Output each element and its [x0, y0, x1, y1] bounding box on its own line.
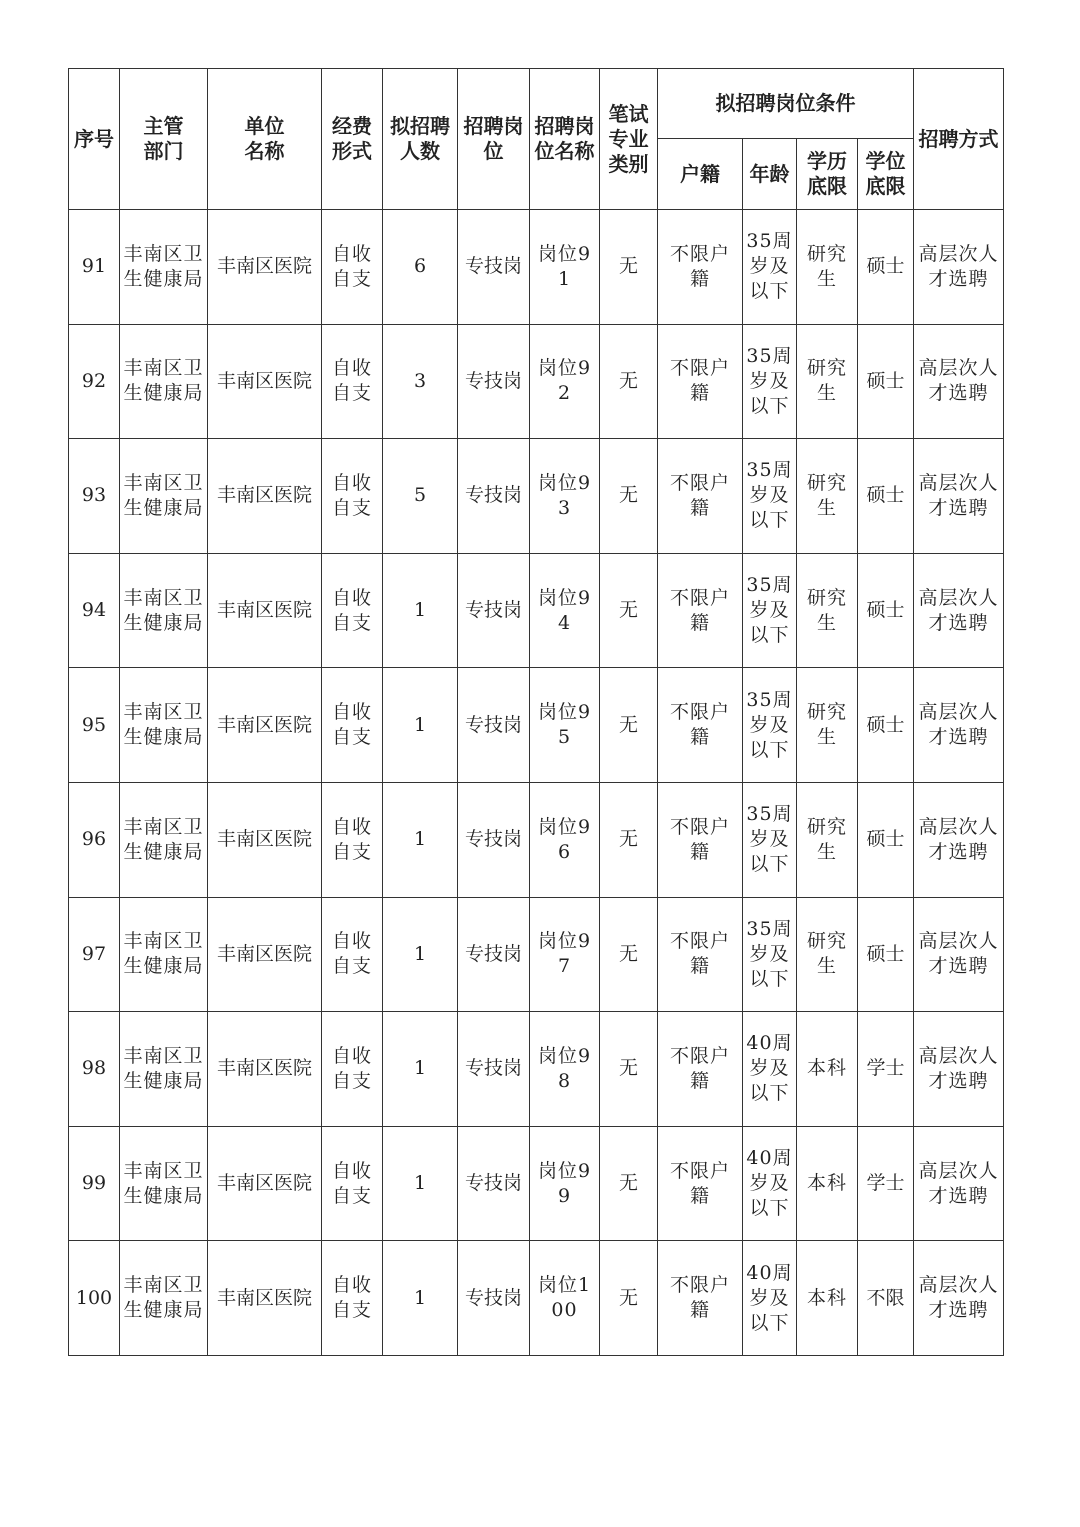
- header-exam: 笔试 专业 类别: [600, 69, 658, 210]
- cell-count: 1: [383, 1012, 458, 1127]
- cell-hukou: 不限户籍: [658, 1241, 743, 1356]
- cell-seq: 94: [69, 553, 120, 668]
- cell-count: 1: [383, 897, 458, 1012]
- cell-age: 35周岁及以下: [743, 897, 797, 1012]
- cell-method: 高层次人才选聘: [914, 439, 1004, 554]
- cell-post: 专技岗: [458, 439, 530, 554]
- cell-dept: 丰南区卫生健康局: [120, 553, 208, 668]
- cell-method: 高层次人才选聘: [914, 1012, 1004, 1127]
- cell-funding: 自收自支: [322, 439, 383, 554]
- cell-unit: 丰南区医院: [208, 439, 322, 554]
- cell-age: 35周岁及以下: [743, 553, 797, 668]
- header-row: [69, 69, 1004, 139]
- cell-post: 专技岗: [458, 1241, 530, 1356]
- cell-hukou: 不限户籍: [658, 782, 743, 897]
- cell-seq: 99: [69, 1126, 120, 1241]
- cell-method: 高层次人才选聘: [914, 668, 1004, 783]
- cell-method: 高层次人才选聘: [914, 210, 1004, 325]
- cell-hukou: 不限户籍: [658, 324, 743, 439]
- cell-degree: 硕士: [858, 439, 914, 554]
- cell-method: 高层次人才选聘: [914, 1126, 1004, 1241]
- cell-dept: 丰南区卫生健康局: [120, 1241, 208, 1356]
- cell-exam: 无: [600, 324, 658, 439]
- cell-degree: 不限: [858, 1241, 914, 1356]
- cell-dept: 丰南区卫生健康局: [120, 1012, 208, 1127]
- cell-funding: 自收自支: [322, 1241, 383, 1356]
- cell-edu: 研究生: [797, 782, 858, 897]
- cell-unit: 丰南区医院: [208, 782, 322, 897]
- cell-exam: 无: [600, 553, 658, 668]
- header-count: 拟招聘 人数: [383, 69, 458, 210]
- cell-seq: 97: [69, 897, 120, 1012]
- cell-post-name: 岗位93: [530, 439, 600, 554]
- cell-exam: 无: [600, 439, 658, 554]
- recruitment-table: [68, 68, 1004, 1356]
- cell-dept: 丰南区卫生健康局: [120, 1126, 208, 1241]
- cell-post: 专技岗: [458, 897, 530, 1012]
- cell-count: 1: [383, 668, 458, 783]
- cell-dept: 丰南区卫生健康局: [120, 439, 208, 554]
- cell-unit: 丰南区医院: [208, 1241, 322, 1356]
- cell-funding: 自收自支: [322, 668, 383, 783]
- cell-seq: 96: [69, 782, 120, 897]
- cell-post-name: 岗位92: [530, 324, 600, 439]
- cell-post-name: 岗位95: [530, 668, 600, 783]
- table-row: [69, 897, 1004, 1012]
- header-seq: 序号: [69, 69, 120, 210]
- cell-dept: 丰南区卫生健康局: [120, 210, 208, 325]
- table-row: [69, 439, 1004, 554]
- cell-edu: 研究生: [797, 324, 858, 439]
- cell-hukou: 不限户籍: [658, 553, 743, 668]
- table-row: [69, 1126, 1004, 1241]
- cell-seq: 92: [69, 324, 120, 439]
- cell-post-name: 岗位98: [530, 1012, 600, 1127]
- cell-age: 35周岁及以下: [743, 324, 797, 439]
- cell-degree: 学士: [858, 1126, 914, 1241]
- cell-funding: 自收自支: [322, 897, 383, 1012]
- cell-count: 1: [383, 553, 458, 668]
- cell-hukou: 不限户籍: [658, 897, 743, 1012]
- cell-post-name: 岗位94: [530, 553, 600, 668]
- cell-method: 高层次人才选聘: [914, 324, 1004, 439]
- table-row: [69, 1012, 1004, 1127]
- cell-edu: 研究生: [797, 439, 858, 554]
- cell-age: 35周岁及以下: [743, 210, 797, 325]
- header-edu: 学历 底限: [797, 139, 858, 210]
- cell-post: 专技岗: [458, 782, 530, 897]
- cell-exam: 无: [600, 1241, 658, 1356]
- cell-age: 35周岁及以下: [743, 782, 797, 897]
- cell-age: 35周岁及以下: [743, 439, 797, 554]
- cell-count: 1: [383, 1126, 458, 1241]
- cell-age: 40周岁及以下: [743, 1126, 797, 1241]
- header-hukou: 户籍: [658, 139, 743, 210]
- cell-count: 3: [383, 324, 458, 439]
- cell-post: 专技岗: [458, 553, 530, 668]
- cell-dept: 丰南区卫生健康局: [120, 324, 208, 439]
- cell-hukou: 不限户籍: [658, 439, 743, 554]
- cell-edu: 研究生: [797, 668, 858, 783]
- cell-exam: 无: [600, 1126, 658, 1241]
- cell-hukou: 不限户籍: [658, 210, 743, 325]
- cell-post: 专技岗: [458, 324, 530, 439]
- header-dept: 主管 部门: [120, 69, 208, 210]
- cell-exam: 无: [600, 668, 658, 783]
- cell-edu: 本科: [797, 1241, 858, 1356]
- cell-funding: 自收自支: [322, 324, 383, 439]
- cell-post-name: 岗位100: [530, 1241, 600, 1356]
- cell-seq: 91: [69, 210, 120, 325]
- header-degree: 学位 底限: [858, 139, 914, 210]
- cell-dept: 丰南区卫生健康局: [120, 782, 208, 897]
- header-age: 年龄: [743, 139, 797, 210]
- cell-method: 高层次人才选聘: [914, 897, 1004, 1012]
- cell-degree: 硕士: [858, 668, 914, 783]
- cell-method: 高层次人才选聘: [914, 1241, 1004, 1356]
- cell-dept: 丰南区卫生健康局: [120, 668, 208, 783]
- table-row: [69, 782, 1004, 897]
- cell-count: 1: [383, 782, 458, 897]
- cell-unit: 丰南区医院: [208, 210, 322, 325]
- cell-unit: 丰南区医院: [208, 324, 322, 439]
- cell-seq: 98: [69, 1012, 120, 1127]
- table-row: [69, 668, 1004, 783]
- cell-edu: 本科: [797, 1012, 858, 1127]
- cell-funding: 自收自支: [322, 553, 383, 668]
- cell-unit: 丰南区医院: [208, 553, 322, 668]
- cell-post-name: 岗位96: [530, 782, 600, 897]
- cell-count: 6: [383, 210, 458, 325]
- cell-exam: 无: [600, 782, 658, 897]
- cell-age: 40周岁及以下: [743, 1012, 797, 1127]
- table-row: [69, 324, 1004, 439]
- cell-post-name: 岗位99: [530, 1126, 600, 1241]
- cell-edu: 研究生: [797, 553, 858, 668]
- cell-edu: 研究生: [797, 897, 858, 1012]
- cell-funding: 自收自支: [322, 1012, 383, 1127]
- cell-post: 专技岗: [458, 1126, 530, 1241]
- cell-funding: 自收自支: [322, 1126, 383, 1241]
- cell-exam: 无: [600, 210, 658, 325]
- cell-post-name: 岗位91: [530, 210, 600, 325]
- cell-unit: 丰南区医院: [208, 668, 322, 783]
- cell-method: 高层次人才选聘: [914, 553, 1004, 668]
- cell-hukou: 不限户籍: [658, 1012, 743, 1127]
- cell-post: 专技岗: [458, 668, 530, 783]
- table-row: [69, 210, 1004, 325]
- header-unit: 单位 名称: [208, 69, 322, 210]
- cell-funding: 自收自支: [322, 210, 383, 325]
- cell-degree: 学士: [858, 1012, 914, 1127]
- table-body: [69, 210, 1004, 1356]
- cell-seq: 93: [69, 439, 120, 554]
- cell-seq: 100: [69, 1241, 120, 1356]
- cell-unit: 丰南区医院: [208, 1012, 322, 1127]
- cell-edu: 本科: [797, 1126, 858, 1241]
- cell-hukou: 不限户籍: [658, 1126, 743, 1241]
- cell-degree: 硕士: [858, 782, 914, 897]
- cell-degree: 硕士: [858, 324, 914, 439]
- cell-funding: 自收自支: [322, 782, 383, 897]
- cell-degree: 硕士: [858, 210, 914, 325]
- cell-post-name: 岗位97: [530, 897, 600, 1012]
- header-method: 招聘方式: [914, 69, 1004, 210]
- table-row: [69, 553, 1004, 668]
- cell-exam: 无: [600, 1012, 658, 1127]
- cell-age: 35周岁及以下: [743, 668, 797, 783]
- cell-post: 专技岗: [458, 1012, 530, 1127]
- cell-post: 专技岗: [458, 210, 530, 325]
- cell-degree: 硕士: [858, 553, 914, 668]
- header-post: 招聘岗 位: [458, 69, 530, 210]
- cell-unit: 丰南区医院: [208, 1126, 322, 1241]
- cell-degree: 硕士: [858, 897, 914, 1012]
- cell-unit: 丰南区医院: [208, 897, 322, 1012]
- cell-dept: 丰南区卫生健康局: [120, 897, 208, 1012]
- cell-exam: 无: [600, 897, 658, 1012]
- header-post-name: 招聘岗 位名称: [530, 69, 600, 210]
- cell-age: 40周岁及以下: [743, 1241, 797, 1356]
- cell-count: 1: [383, 1241, 458, 1356]
- cell-edu: 研究生: [797, 210, 858, 325]
- cell-count: 5: [383, 439, 458, 554]
- header-conditions: 拟招聘岗位条件: [658, 69, 914, 139]
- header-funding: 经费 形式: [322, 69, 383, 210]
- cell-seq: 95: [69, 668, 120, 783]
- table-row: [69, 1241, 1004, 1356]
- cell-hukou: 不限户籍: [658, 668, 743, 783]
- cell-method: 高层次人才选聘: [914, 782, 1004, 897]
